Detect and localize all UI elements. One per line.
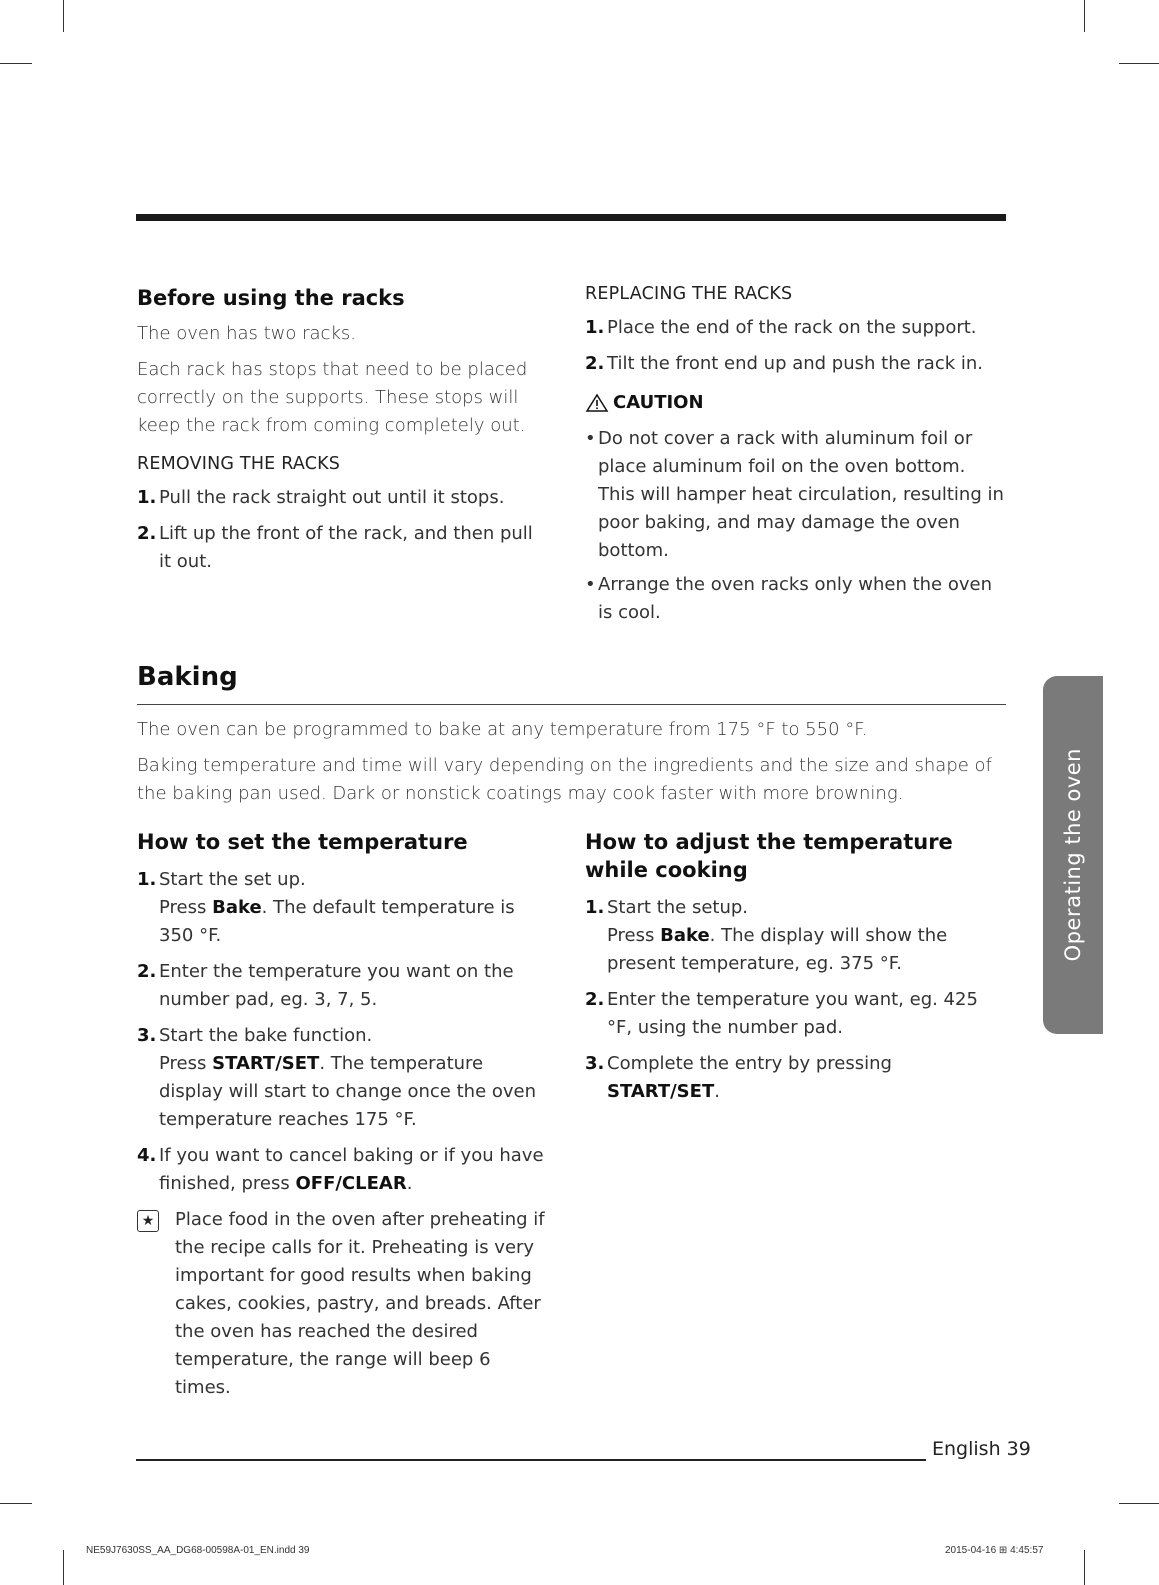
racks-heading: Before using the racks [137, 286, 405, 310]
set-temperature-column [137, 828, 547, 1410]
list-item: 2. Enter the temperature you want, eg. 425 °F, using the number pad. [585, 989, 978, 1038]
racks-left-column [137, 284, 547, 584]
baking-heading: Baking [137, 662, 238, 692]
replacing-steps [585, 314, 1005, 378]
star-note-icon: ★ [137, 1210, 159, 1232]
removing-racks-title: REMOVING THE RACKS [137, 454, 341, 474]
chapter-side-tab [1043, 676, 1103, 1034]
list-item: 4. If you want to cancel baking or if you have finished, press OFF/CLEAR. [137, 1145, 544, 1194]
caution-label: CAUTION [613, 392, 704, 413]
crop-mark [1084, 1550, 1085, 1585]
racks-stops-text: Each rack has stops that need to be placed correctly on the supports. These stops will keep the rack from coming completely out. [137, 359, 528, 436]
baking-range-text: The oven can be programmed to bake at any temperature from 175 °F to 550 °F. [137, 719, 868, 740]
set-temperature-heading: How to set the temperature [137, 830, 468, 854]
caution-bullet: • Arrange the oven racks only when the oven is cool. [585, 571, 1005, 627]
racks-right-column [585, 284, 1005, 633]
adjust-temperature-heading: How to adjust the temperature while cooking [585, 830, 953, 882]
crop-mark [0, 1503, 32, 1504]
replacing-racks-title: REPLACING THE RACKS [585, 284, 793, 304]
print-slug-left: NE59J7630SS_AA_DG68-00598A-01_EN.indd 39 [86, 1545, 310, 1556]
racks-intro: The oven has two racks. [137, 323, 356, 344]
baking-time-text: Baking temperature and time will vary depending on the ingredients and the size and shape of the baking pan used. Dark or nonstick coatings may cook faster with more browning. [137, 755, 992, 804]
list-item: 2. Tilt the front end up and push the rack in. [585, 353, 984, 374]
crop-mark [1119, 63, 1159, 64]
list-item: 2. Lift up the front of the rack, and then pull it out. [137, 523, 533, 572]
crop-mark [1119, 1503, 1159, 1504]
page-number: English 39 [932, 1438, 1031, 1460]
footer-rule [136, 1459, 926, 1461]
list-item: 2. Enter the temperature you want on the number pad, eg. 3, 7, 5. [137, 961, 514, 1010]
list-item: 3. Start the bake function. Press START/SET. The temperature display will start to change once the oven temperature reaches 175 °F. [137, 1025, 537, 1130]
list-item: 1. Start the set up. Press Bake. The default temperature is 350 °F. [137, 869, 515, 946]
caution-bullet: • Do not cover a rack with aluminum foil or place aluminum foil on the oven bottom. This will hamper heat circulation, resulting in poor baking, and may damage the oven bottom. [585, 425, 1005, 565]
warning-triangle-icon [585, 393, 609, 413]
print-slug-right: 2015-04-16 ⊞ 4:45:57 [945, 1545, 1044, 1556]
chapter-side-tab-label: Operating the oven [1061, 748, 1085, 962]
removing-steps [137, 484, 547, 576]
preheat-note: ★ Place food in the oven after preheating if the recipe calls for it. Preheating is very important for good results when baking cakes, cookies, pastry, and breads. After the oven has reached the desired temperature, the range will beep 6 times. [137, 1206, 547, 1402]
baking-heading-rule [137, 704, 1006, 705]
adjust-temperature-column [585, 828, 995, 1114]
crop-mark [63, 0, 64, 32]
section-top-bar [136, 214, 1006, 221]
crop-mark [1084, 0, 1085, 32]
list-item: 1. Place the end of the rack on the support. [585, 317, 977, 338]
list-item: 3. Complete the entry by pressing START/SET. [585, 1053, 892, 1102]
crop-mark [0, 63, 32, 64]
list-item: 1. Pull the rack straight out until it stops. [137, 487, 505, 508]
baking-intro [137, 716, 997, 816]
list-item: 1. Start the setup. Press Bake. The display will show the present temperature, eg. 375 °F. [585, 897, 948, 974]
caution-heading [585, 392, 1005, 413]
crop-mark [63, 1550, 64, 1585]
